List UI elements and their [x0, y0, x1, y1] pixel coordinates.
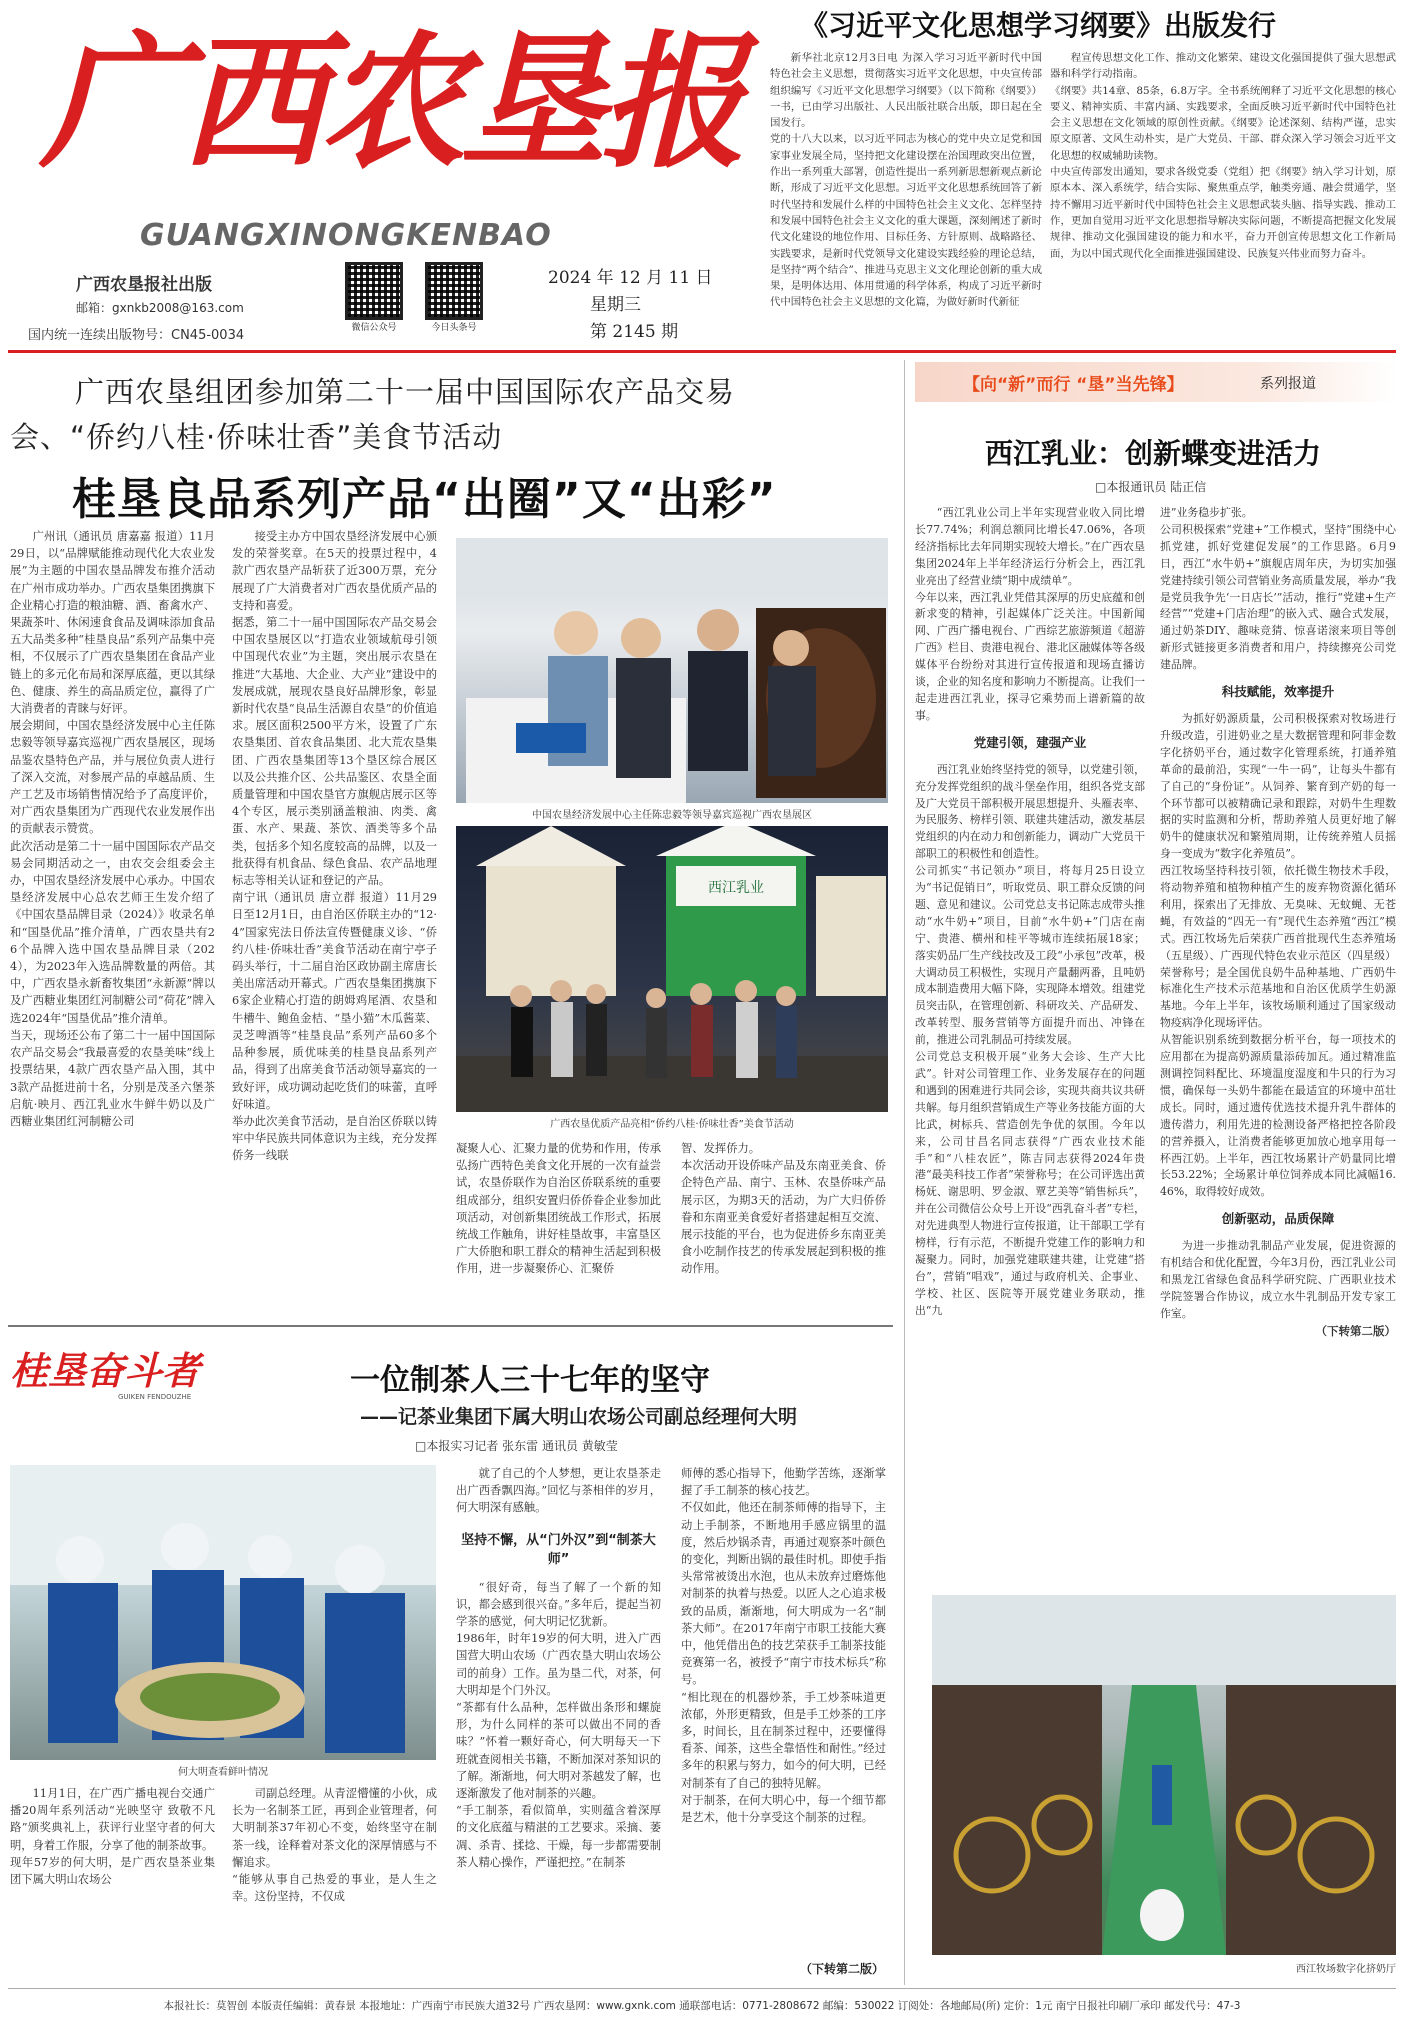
lead-text: 接受主办方中国农垦经济发展中心颁发的荣誉奖章。在5天的投票过程中，4款广西农垦产品斩获了近300万票，充分展现了广大消费者对广西农垦优质产品的支持和喜爱。 据悉，第二十一届中国国际农产品交易会中国农垦展区以“打造农业领域航母引领中国现代农业”为主题，突出展示农垦在推进“大基地、大企业、大产业”建设中的发展成就，展现农垦良好品牌形象，彰显新时代农垦“良品生活源自农垦”的价值追求。展区面积2500平方米，设置了广东农垦集团、首农食品集团、北大荒农垦集团、广西农垦集团等13个垦区综合展区以及公共推介区、公共品鉴区、农垦全面质量管理和中国农垦官方旗舰店展示区等4个专区，展示类别涵盖粮油、肉类、禽蛋、水产、果蔬、茶饮、酒类等多个品类，包括多个知名度较高的品牌，以及一批获得有机食品、绿色食品、农产品地理标志等相关认证和登记的产品。 南宁讯（通讯员 唐立群 报道）11月29日至12月1日，由自治区侨联主办的“12·4”国家宪法日侨法宣传暨健康义诊、“侨约八桂·侨味壮香”美食节活动在南宁亭子码头举行，十二届自治区政协副主席唐长美出席活动开幕式。广西农垦集团携旗下6家企业精心打造的朗姆鸡尾酒、农垦和牛槽牛、鲍鱼金桔、“垦小猫”木瓜酱菜、灵芝啤酒等“桂垦良品”系列产品60多个品种参展，质优味美的桂垦良品系列产品，得到了出席美食节活动领导嘉宾的一致好评，成功调动起吃货们的味蕾，直呼好味道。 举办此次美食节活动，是自治区侨联以铸牢中华民族共同体意识为主线，充分发挥侨务一线联: [232, 530, 437, 1163]
lead-photo1-caption: 中国农垦经济发展中心主任陈忠毅等领导嘉宾巡视广西农垦展区: [532, 810, 812, 821]
footer-info: 本报社长：莫智创 本版责任编辑：黄春景 本报地址：广西南宁市民族大道32号 广西农垦网：www.gxnk.com 通联部电话：0771-2808672 邮编：530022 订阅处：各地邮局(所) 定价：1元 南宁日报社印刷厂承印 邮发代号：47-3: [163, 2000, 1241, 2012]
publisher-info: [28, 270, 338, 343]
publisher-name: 广西农垦报社出版: [76, 275, 212, 295]
publisher-email: 邮箱：gxnkb2008@163.com: [76, 301, 244, 315]
right-section-head: 创新驱动，品质保障: [1221, 1211, 1335, 1227]
right-col1: [915, 505, 1145, 1555]
series-banner-title: 【向“新”而行 “垦”当先锋】: [963, 375, 1184, 395]
qr-label: 今日头条号: [431, 323, 477, 333]
lead-text: 智、发挥侨力。 本次活动开设侨味产品及东南亚美食、侨企特色产品、南宁、玉林、农垦侨味产品展示区，为期3天的活动，为广大归侨侨眷和东南亚美食爱好者搭建起相互交流、展示技能的平台，也为促进侨乡东南亚美食小吃制作技艺的传承发展起到积极的推动作用。: [681, 1142, 886, 1276]
column-logo-en: GUIKEN FENDOUZHE: [118, 1393, 192, 1401]
right-text: “西江乳业公司上半年实现营业收入同比增长77.74%；利润总额同比增长47.06%，各项经济指标比去年同期实现较大增长。”在广西农垦集团2024年上半年经济运行分析会上，西江乳业亮出了经营业绩“期中成绩单”。 今年以来，西江乳业凭借其深厚的历史底蕴和创新求变的精神，引起媒体广泛关注。中国新闻网、广西广播电视台、广西综艺旅游频道《超游广西》栏目、贵港电视台、港北区融媒体等各级媒体平台纷纷对其进行宣传报道和现场直播访谈，企业的知名度和影响力不断提高。让我们一起走进西江乳业，探寻它乘势而上谱新篇的故事。: [915, 506, 1145, 722]
tea-col4: [681, 1465, 886, 1955]
tea-section-head: 坚持不懈，从“门外汉”到“制茶大师”: [461, 1532, 656, 1567]
issue-date: 2024 年 12 月 11 日: [548, 268, 713, 288]
tea-subheadline: ——记茶业集团下属大明山农场公司副总经理何大明: [360, 1406, 798, 1428]
top-story-col2: [1050, 50, 1396, 340]
right-text: 为进一步推动乳制品产业发展，促进资源的有机结合和优化配置，今年3月份，西江乳业公司和黑龙江省绿色食品科学研究院、广西职业技术学院签署合作协议，成立水牛乳制品开发专家工作室。: [1160, 1239, 1396, 1320]
series-banner: [915, 362, 1397, 402]
tea-col2: [232, 1785, 437, 1985]
qr-label: 微信公众号: [351, 323, 397, 333]
lead-headline: 桂垦良品系列产品“出圈”又“出彩”: [72, 474, 777, 525]
right-byline: □本报通讯员 陆正信: [1095, 480, 1207, 494]
tea-byline: □本报实习记者 张东雷 通讯员 黄敏莹: [415, 1439, 618, 1453]
right-col2: [1160, 505, 1396, 1555]
lead-col4: [681, 1140, 886, 1310]
qr-code-icon: [425, 262, 483, 320]
top-story-col1: [770, 50, 1042, 340]
masthead-logo: 广西农垦报: [40, 17, 740, 188]
lead-col1: [10, 528, 215, 1308]
right-headline: 西江乳业：创新蝶变进活力: [985, 437, 1322, 470]
expo-scene-illustration: [456, 538, 888, 803]
masthead-divider: [8, 350, 1396, 353]
booth-sign: 西江乳业: [708, 880, 764, 896]
lead-col3: [456, 1140, 661, 1310]
issue-weekday: 星期三: [590, 295, 641, 315]
tea-text: 就了自己的个人梦想，更让农垦茶走出广西香飘四海。”回忆与茶相伴的岁月，何大明深有感触。: [456, 1467, 661, 1515]
tea-photo: [10, 1465, 436, 1760]
top-story-text: 程宣传思想文化工作、推动文化繁荣、建设文化强国提供了强大思想武器和科学行动指南。 《纲要》共14章、85条，6.8万字。全书系统阐释了习近平文化思想的核心要义、精神实质、丰富内涵、实践要求，全面反映习近平新时代中国特色社会主义思想在文化领域的原创性贡献。《纲要》论述深刻、结构严谨，忠实原文原著、文风生动朴实，是广大党员、干部、群众深入学习领会习近平文化思想的权威辅助读物。 中央宣传部发出通知，要求各级党委（党组）把《纲要》纳入学习计划，原原本本、深入系统学，结合实际、聚焦重点学，触类旁通、融会贯通学，坚持不懈用习近平新时代中国特色社会主义思想武装头脑、指导实践、推动工作，更加自觉用习近平文化思想指导解决实际问题，不断提高把握文化发展规律、推动文化强国建设的能力和水平，奋力开创宣传思想文化工作新局面，为以中国式现代化全面推进强国建设、民族复兴伟业而努力奋斗。: [1050, 52, 1396, 260]
right-photo-milking-parlor: [932, 1595, 1396, 1955]
qr-toutiao[interactable]: [425, 262, 483, 333]
festival-scene-illustration: [456, 826, 888, 1112]
masthead-pinyin: GUANGXINONGKENBAO: [140, 218, 552, 253]
tea-photo-caption: 何大明查看鲜叶情况: [178, 1767, 268, 1778]
footer-divider: [8, 1988, 1396, 1989]
lead-col2: [232, 528, 437, 1308]
column-logo-guiken: [10, 1340, 200, 1412]
tea-col1: [10, 1785, 215, 1985]
lead-photo2-caption: 广西农垦优质产品亮相“侨约八桂·侨味壮香”美食节活动: [550, 1119, 794, 1130]
series-banner-suffix: 系列报道: [1260, 376, 1316, 392]
lead-text: 广州讯（通讯员 唐嘉嘉 报道）11月29日，以“品牌赋能推动现代化大农业发展”为主题的中国农垦品牌发布推介活动在广州市成功举办。广西农垦集团携旗下企业精心打造的粮油糖、酒、畜禽水产、果蔬茶叶、休闲速食食品及调味添加食品五大品类多种“桂垦良品”系列产品集中亮相，不仅展示了广西农垦集团在食品产业链上的多元化布局和深厚底蕴，更以其绿色、健康、养生的高品质定位，赢得了广大消费者的青睐与好评。 展会期间，中国农垦经济发展中心主任陈忠毅等领导嘉宾巡视广西农垦展区，现场品鉴农垦特色产品，并与展位负责人进行了深入交流，对参展产品的卓越品质、生产工艺及市场销售情况给予了高度评价，对广西农垦集团为广西现代农业发展作出的贡献表示赞赏。 此次活动是第二十一届中国国际农产品交易会同期活动之一，由农交会组委会主办，中国农垦经济发展中心承办。中国农垦经济发展中心总农艺师王生发介绍了《中国农垦品牌目录（2024）》收录名单和“国垦优品”推介清单，广西农垦共有26个品牌入选中国农垦品牌目录（2024），为2023年入选品牌数量的两倍。其中，广西农垦永新畜牧集团“永新源”牌以及广西糖业集团红河制糖公司“荷花”牌入选2024年“国垦优品”推介清单。 当天，现场还公布了第二十一届中国国际农产品交易会“我最喜爱的农垦美味”线上投票结果，4款广西农垦产品入围，其中3款产品挺进前十名，分别是茂圣六堡茶启航·映月、西江乳业水牛鲜牛奶以及广西糖业集团红河制糖公司: [10, 530, 215, 1128]
tea-continued: （下转第二版）: [800, 1962, 885, 1976]
tea-text: 11月1日，在广西广播电视台交通广播20周年系列活动“光映坚守 致敬不凡路”颁奖典礼上，获评行业坚守者的何大明，身着工作服，分享了他的制茶故事。 现年57岁的何大明，是广西农垦茶业集团下属大明山农场公: [10, 1787, 215, 1887]
tea-text: 司副总经理。从青涩懵懂的小伙，成长为一名制茶工匠，再到企业管理者，何大明制茶37年初心不变，始终坚守在制茶一线，诠释着对茶文化的深厚情感与不懈追求。 “能够从事自己热爱的事业，是人生之幸。这份坚持，不仅成: [232, 1787, 437, 1904]
issue-number: 第 2145 期: [590, 322, 679, 342]
top-story-text: 新华社北京12月3日电 为深入学习习近平新时代中国特色社会主义思想，贯彻落实习近平文化思想，中央宣传部组织编写《习近平文化思想学习纲要》（以下简称《纲要》）一书，已由学习出版社、人民出版社联合出版，即日起在全国发行。 党的十八大以来，以习近平同志为核心的党中央立足党和国家事业发展全局，坚持把文化建设摆在治国理政突出位置，作出一系列重大部署，创造性提出一系列新思想新观点新论断，形成了习近平文化思想。习近平文化思想系统回答了新时代坚持和发展什么样的中国特色社会主义文化、怎样坚持和发展中国特色社会主义文化的重大课题，深刻阐述了新时代文化建设的地位作用、目标任务、方针原则、战略路径、实践要求，是新时代党领导文化建设实践经验的理论总结，是坚持“两个结合”、推进马克思主义文化理论创新的重大成果，是明体达用、体用贯通的科学体系，构成了习近平新时代中国特色社会主义思想的文化篇，为做好新时代新征: [770, 52, 1042, 309]
column-divider: [904, 360, 905, 1985]
lead-photo-expo: [456, 538, 888, 803]
lead-photo-food-festival: [456, 826, 888, 1112]
qr-code-icon: [345, 262, 403, 320]
column-logo-text: 桂垦奋斗者: [10, 1348, 201, 1393]
lead-kicker-line2: 会、“侨约八桂·侨味壮香”美食节活动: [10, 420, 503, 454]
right-section-head: 党建引领，建强产业: [973, 734, 1087, 750]
cn-number: 国内统一连续出版物号：CN45-0034: [28, 328, 245, 343]
right-text: 进”业务稳步扩张。 公司积极探索“党建+”工作模式，坚持“围绕中心抓党建，抓好党建促发展”的工作思路。6月9日，西江“水牛奶+”旗舰店周年庆，为切实加强党建持续引领公司营销业务高质量发展，举办“我是党员我争先‘一日店长’”活动，推行“党建+生产经营”“党建+门店治理”的嵌入式、融合式发展，通过奶茶DIY、趣味竞猜、惊喜诺滚来项目等创新形式链接更多消费者和用户，持续擦亮公司党建品牌。: [1160, 506, 1396, 672]
milking-parlor-illustration: [932, 1595, 1396, 1955]
right-photo-caption: 西江牧场数字化挤奶厅: [1296, 1964, 1396, 1975]
tea-headline: 一位制茶人三十七年的坚守: [350, 1363, 710, 1398]
section-divider: [8, 1325, 893, 1327]
tea-text: 师傅的悉心指导下，他勤学苦练，逐渐掌握了手工制茶的核心技艺。 不仅如此，他还在制茶师傅的指导下，主动上手制茶，不断地用手感应锅里的温度，然后炒锅杀青，再通过观察茶叶颜色的变化，判断出锅的最佳时机。即使手指头常常被烫出水泡，也从未放弃过磨炼他对制茶的执着与热爱。以匠人之心追求极致的品质，渐渐地，何大明成为一名“制茶大师”。在2017年南宁市职工技能大赛中，他凭借出色的技艺荣获手工制茶技能竞赛第一名，被授予“南宁市技术标兵”称号。 “相比现在的机器炒茶，手工炒茶味道更浓郁，外形更精致，但是手工炒茶的工序多，时间长，且在制茶过程中，还要懂得看茶、闻茶，这些全靠悟性和耐性。”经过多年的积累与努力，如今的何大明，已经对制茶有了自己的独特见解。 对于制茶，在何大明心中，每一个细节都是艺术，他十分享受这个制茶的过程。: [681, 1467, 886, 1825]
lead-kicker-line1: 广西农垦组团参加第二十一届中国国际农产品交易: [75, 375, 736, 409]
qr-wechat[interactable]: [345, 262, 403, 333]
issue-date-box: [548, 265, 713, 346]
tea-col3: [456, 1465, 661, 1985]
top-story-headline: 《习近平文化思想学习纲要》出版发行: [800, 9, 1277, 42]
right-continued: （下转第二版）: [1315, 1323, 1396, 1338]
right-text: 为抓好奶源质量，公司积极探索对牧场进行升级改造，引进奶业之星大数据管理和阿菲金数字化挤奶平台，通过数字化管理系统，打通养殖革命的最前沿，实现“一牛一码”，让每头牛都有了自己的“身份证”。从饲养、繁育到产奶的每一个环节都可以被精确记录和跟踪，对奶牛生理数据的实时监测和分析，帮助养殖人员更好地了解奶牛的健康状况和繁殖周期，让传统养殖人员摇身一变成为“数字化养殖员”。 西江牧场坚持科技引领，依托微生物技术手段，将动物养殖和植物种植产生的废弃物资源化循环利用，探索出了无排放、无臭味、无蚊蝇、无苍蝇，有效益的“四无一有”现代生态养殖“西江”模式。西江牧场先后荣获广西首批现代生态养殖场（五星级）、广西现代特色农业示范区（四星级）荣誉称号；是全国优良奶牛品种基地、广西奶牛标准化生产技术示范基地和自治区优质学生奶源基地。今年上半年，该牧场顺利通过了国家级动物疫病净化现场评估。 从智能识别系统到数据分析平台，每一项技术的应用都在为提高奶源质量添砖加瓦。通过精准监测调控饲料配比、环境温度湿度和牛只的行为习惯，确保每一头奶牛都能在最适宜的环境中茁壮成长。同时，通过遗传优选技术提升乳牛群体的遗传潜力，利用先进的检测设备严格把控各阶段的营养摄入，让消费者能够更加放心地享用每一杯西江奶。上半年，西江牧场累计产奶量同比增长53.22%；全场累计单位饲养成本同比减幅16.46%，取得较好成效。: [1160, 711, 1396, 1199]
right-section-head: 科技赋能，效率提升: [1221, 684, 1335, 700]
lead-text: 凝聚人心、汇聚力量的优势和作用，传承弘扬广西特色美食文化开展的一次有益尝试，农垦侨联作为自治区侨联系统的重要组成部分，组织安置归侨侨眷企业参加此项活动，对创新集团统战工作形式，拓展统战工作触角，讲好桂垦故事，丰富垦区广大侨胞和职工群众的精神生活起到积极作用，进一步凝聚侨心、汇聚侨: [456, 1142, 661, 1276]
tea-text: “很好奇，每当了解了一个新的知识，都会感到很兴奋。”多年后，提起当初学茶的感觉，何大明记忆犹新。 1986年，时年19岁的何大明，进入广西国营大明山农场（广西农垦大明山农场公司的前身）工作。虽为垦二代，对茶，何大明却是个门外汉。 “茶都有什么品种，怎样做出条形和螺旋形，为什么同样的茶可以做出不同的香味？”怀着一颗好奇心，何大明每天一下班就查阅相关书籍，不断加深对茶知识的了解。渐渐地，何大明对茶越发了解，也逐渐激发了他对制茶的兴趣。 “手工制茶，看似简单，实则蕴含着深厚的文化底蕴与精湛的工艺要求。采摘、萎凋、杀青、揉捻、干燥，每一步都需要制茶人精心操作，严谨把控。”在制茶: [456, 1580, 661, 1869]
tea-scene-illustration: [10, 1465, 436, 1760]
right-text: 西江乳业始终坚持党的领导，以党建引领，充分发挥党组织的战斗堡垒作用，组织各党支部及广大党员干部积极开展思想提升、头雁表率、为民服务、榜样引领、联建共建活动，激发基层党组织的内在动力和创新能力，调动广大党员干部职工的积极性和创造性。 公司抓实“书记领办”项目，将每月25日设立为“书记促销日”，听取党员、职工群众反馈的问题、意见和建议。公司党总支书记陈志成带头推动“水牛奶+”项目，目前“水牛奶+”门店在南宁、贵港、横州和桂平等城市连续拓展18家；落实奶品厂生产线技改及工段“小承包”改革，极大调动员工积极性，实现月产量翻两番，且吨奶成本制造费用大幅下降，实现降本增效。组建党员突击队，在管理创新、科研攻关、产品研发、改革转型、服务营销等方面提升而出、冲锋在前，推进公司乳制品可持续发展。 公司党总支积极开展“业务大会诊、生产大比武”。针对公司管理工作、业务发展存在的问题和遇到的困难进行共同会诊，实现共商共议共研共解。每月组织营销成生产等业务技能方面的大比武，树标兵、营造创先争优的氛围。今年以来，公司甘昌名同志获得“广西农业技术能手”和“八桂农匠”，陈吉同志获得2024年贵港“最美科技工作者”荣誉称号；在公司评选出黄杨妩、谢思明、罗金淑、覃艺美等“销售标兵”，并在公司微信公众号上开设“西乳奋斗者”专栏，对先进典型人物进行宣传报道，让干部职工学有榜样，行有示范，不断提升党建工作的影响力和凝聚力。同时，加强党建联建共建，让党建“搭台”，营销“唱戏”，通过与政府机关、企事业、学校、社区、医院等开展党建业务联动，推出“九: [915, 762, 1145, 1317]
